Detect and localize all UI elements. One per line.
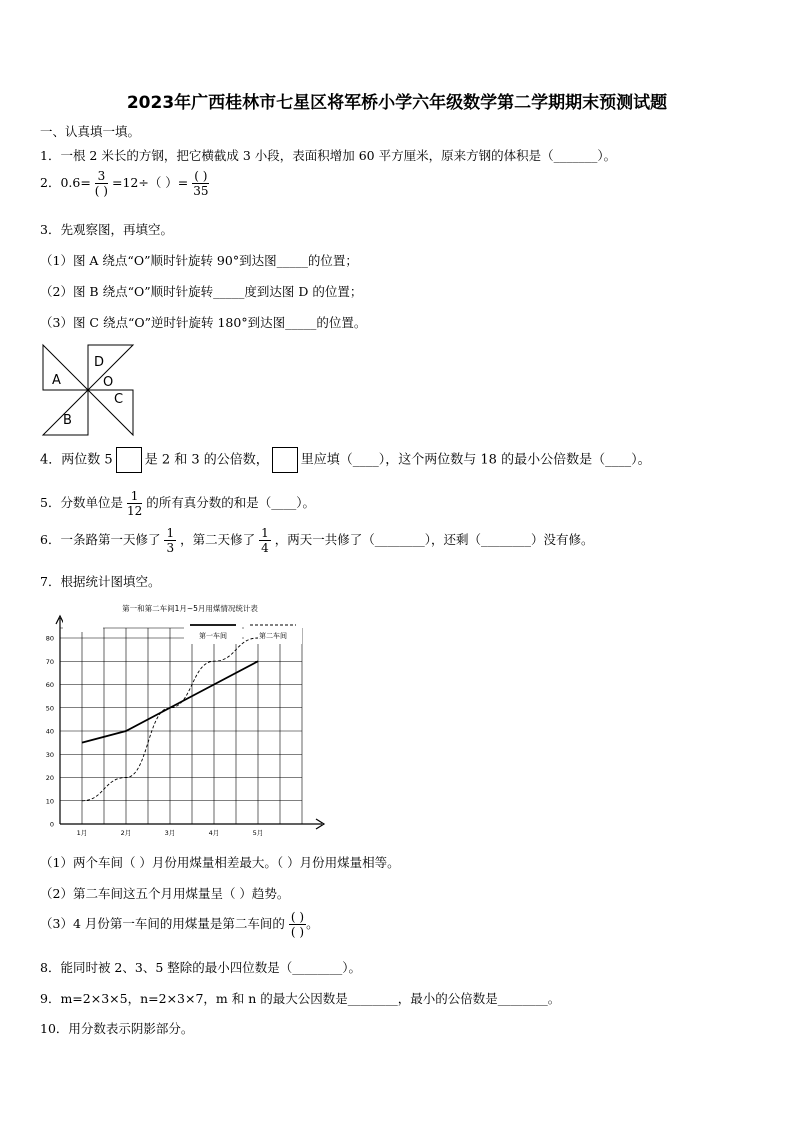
q5-denominator: 12: [126, 504, 143, 518]
q6-f1-numerator: 1: [166, 526, 175, 540]
q6-part-a: 6．一条路第一天修了: [40, 532, 161, 547]
digit-box: [116, 447, 142, 473]
x-tick-label: 4月: [208, 829, 220, 837]
label-c: C: [114, 392, 124, 407]
q5-fraction: [127, 490, 142, 517]
label-o: O: [103, 375, 114, 390]
question-3-part-3: （3）图 C 绕点“O”逆时针旋转 180°到达图_____的位置。: [40, 315, 367, 330]
y-tick-label: 0: [49, 820, 54, 829]
question-6: [40, 527, 593, 554]
q2-fraction-2: [192, 170, 209, 197]
rotation-figure: [40, 342, 138, 438]
question-7-heading: 7．根据统计图填空。: [40, 574, 161, 589]
q6-part-b: ，第二天修了: [180, 532, 256, 547]
q2-f1-numerator: 3: [95, 170, 108, 184]
q6-fraction-1: [164, 527, 176, 554]
section-heading: 一、认真填一填。: [40, 124, 141, 139]
y-tick-label: 30: [45, 750, 54, 759]
label-d: D: [94, 355, 105, 370]
q7-p3-fraction: [289, 911, 306, 938]
unit-label-background: [63, 620, 103, 632]
q2-prefix: 2．0.6=: [40, 175, 91, 190]
question-9: 9．m=2×3×5，n=2×3×7，m 和 n 的最大公因数是________，最小的公倍数是________。: [40, 991, 561, 1006]
chart-axes: [56, 616, 324, 829]
page-title: 2023年广西桂林市七星区将军桥小学六年级数学第二学期期末预测试题: [126, 93, 668, 113]
q4-part-a: 4．两位数 5: [40, 452, 113, 468]
chart-tick-labels: [46, 635, 264, 838]
question-4: [40, 447, 651, 473]
q7-p3-numerator: ( ): [290, 910, 305, 924]
q7-p3-denominator: ( ): [290, 925, 305, 939]
q5-part-a: 5．分数单位是: [40, 495, 123, 510]
q4-part-c: 里应填（____），这个两位数与 18 的最小公倍数是（____）。: [300, 452, 651, 468]
question-1: 1．一根 2 米长的方钢，把它横截成 3 小段，表面积增加 60 平方厘米，原来方钢的体积是（_______）。: [40, 148, 617, 163]
question-5: [40, 490, 315, 517]
q5-part-b: 的所有真分数的和是（____）。: [146, 495, 315, 510]
y-tick-label: 10: [45, 797, 54, 806]
q7-p3-text: （3）4 月份第一车间的用煤量是第二车间的: [40, 916, 285, 931]
legend-label: 第一车间: [199, 632, 227, 640]
chart-title: 第一和第二车间1月~5月用煤情况统计表: [122, 604, 258, 613]
q4-part-b: 是 2 和 3 的公倍数，: [144, 452, 269, 468]
question-2: [40, 170, 209, 197]
q6-f1-denominator: 3: [166, 541, 175, 555]
question-7-part-3: [40, 911, 319, 938]
y-tick-label: 80: [45, 634, 54, 643]
label-a: A: [52, 373, 61, 388]
coal-usage-line-chart: [40, 598, 340, 843]
y-tick-label: 20: [45, 774, 54, 782]
y-tick-label: 50: [45, 704, 54, 713]
question-7-part-1: （1）两个车间（ ）月份用煤量相差最大。（ ）月份用煤量相等。: [40, 855, 400, 870]
digit-box: [272, 447, 298, 473]
q2-f1-denominator: ( ): [94, 184, 108, 198]
q7-p3-end: 。: [306, 916, 319, 931]
chart-grid: [60, 628, 302, 824]
legend-label: 第二车间: [259, 632, 287, 640]
q6-f2-numerator: 1: [261, 526, 269, 540]
y-tick-label: 70: [45, 657, 54, 666]
triangle-c: [88, 390, 133, 435]
q5-numerator: 1: [127, 490, 142, 504]
q2-f2-numerator: ( ): [194, 169, 208, 183]
question-10: 10．用分数表示阴影部分。: [40, 1021, 194, 1036]
q2-fraction-1: [95, 170, 108, 197]
q2-f2-denominator: 35: [193, 184, 209, 198]
x-tick-label: 1月: [76, 829, 88, 837]
q6-fraction-2: [259, 527, 271, 554]
question-3-part-2: （2）图 B 绕点“O”顺时针旋转_____度到达图 D 的位置；: [40, 284, 363, 299]
question-3-heading: 3．先观察图，再填空。: [40, 222, 173, 237]
x-tick-label: 2月: [120, 829, 132, 837]
x-tick-label: 3月: [164, 829, 176, 837]
label-b: B: [63, 413, 72, 428]
q6-part-c: ，两天一共修了（________），还剩（________）没有修。: [274, 532, 594, 547]
y-tick-label: 40: [45, 727, 54, 736]
question-8: 8．能同时被 2、3、5 整除的最小四位数是（________）。: [40, 960, 362, 975]
y-tick-label: 60: [45, 681, 54, 689]
question-3-part-1: （1）图 A 绕点“O”顺时针旋转 90°到达图_____的位置；: [40, 253, 358, 268]
chart-legend: [184, 620, 302, 644]
question-7-part-2: （2）第二车间这五个月用煤量呈（ ）趋势。: [40, 886, 290, 901]
x-tick-label: 5月: [252, 829, 264, 837]
triangle-a: [43, 345, 88, 390]
q2-middle: =12÷（ ）=: [111, 175, 189, 190]
q6-f2-denominator: 4: [261, 541, 269, 555]
